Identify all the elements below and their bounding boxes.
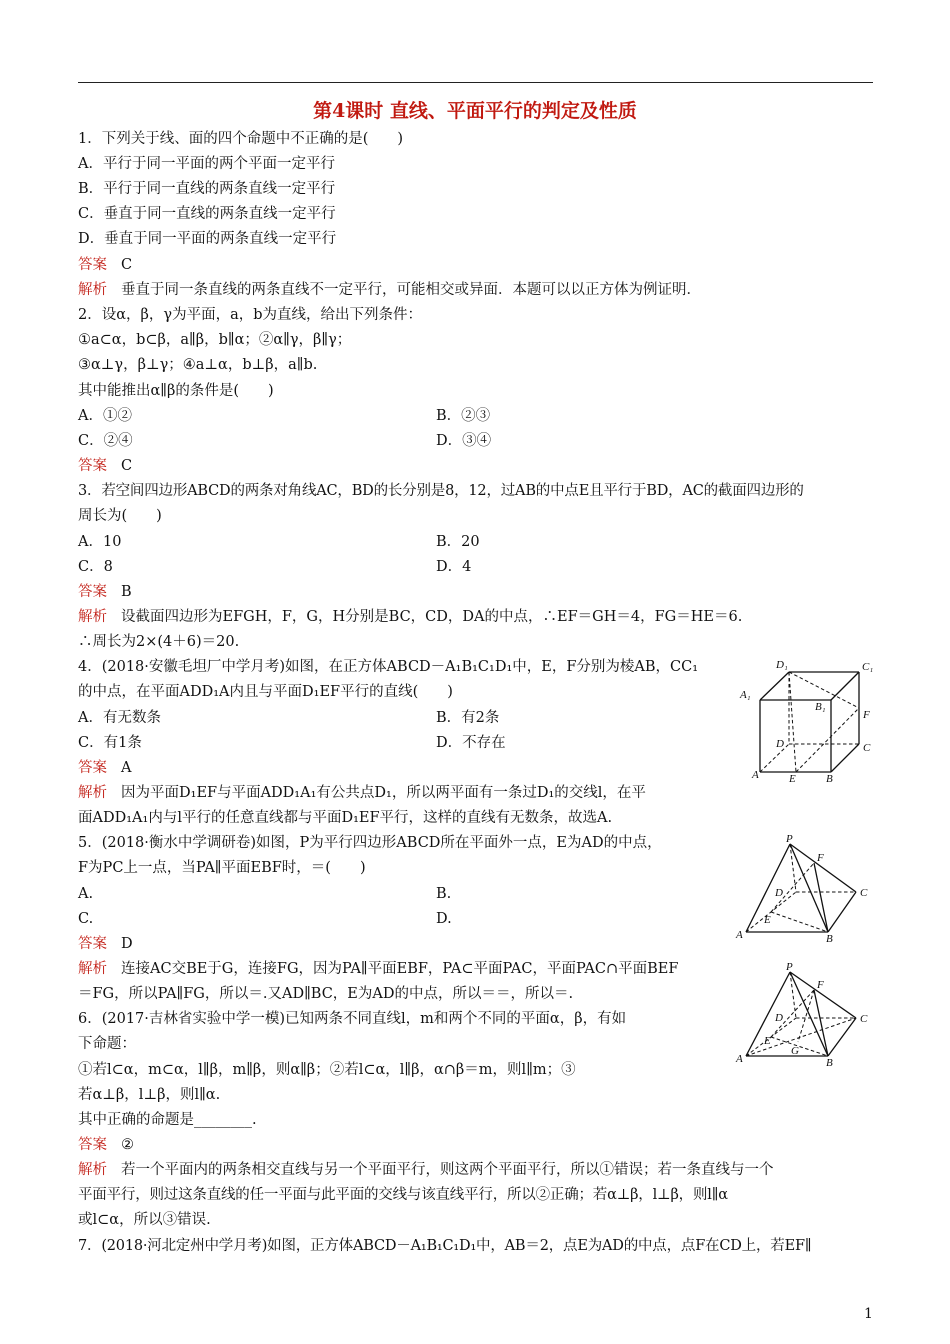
analysis-label: 解析 — [78, 1162, 107, 1178]
q2-conditions-2: ③α⊥γ，β⊥γ；④a⊥α，b⊥β，a∥b. — [78, 357, 318, 373]
q3-option-d: D．4 — [436, 559, 472, 575]
q4-stem-cont: 的中点，在平面ADD₁A内且与平面D₁EF平行的直线( ) — [78, 684, 453, 700]
q1-stem: 1．下列关于线、面的四个命题中不正确的是( ) — [78, 131, 404, 147]
pyr2-label-d: D — [775, 1012, 783, 1024]
pyr1-label-p: P — [786, 833, 793, 845]
q5-option-a: A. — [78, 886, 94, 902]
cube-label-d: D — [776, 738, 784, 750]
q3-option-b: B．20 — [436, 534, 480, 550]
q1-option-a: A．平行于同一平面的两个平面一定平行 — [78, 156, 335, 172]
pyr1-label-c: C — [860, 887, 868, 899]
analysis-label: 解析 — [78, 282, 107, 298]
cube-figure — [736, 652, 876, 784]
pyr2-label-p: P — [786, 961, 793, 973]
answer-label: 答案 — [78, 760, 107, 776]
pyr2-label-g: G — [791, 1045, 799, 1057]
q3-stem-cont: 周长为( ) — [78, 508, 162, 524]
q2-stem: 2．设α，β，γ为平面，a，b为直线，给出下列条件： — [78, 307, 422, 323]
answer-value: C — [121, 257, 133, 273]
q2-option-a: A．①② — [78, 408, 132, 424]
pyr1-label-d: D — [775, 887, 783, 899]
q6-propositions-cont: 若α⊥β，l⊥β，则l∥α. — [78, 1087, 221, 1103]
q6-analysis — [78, 1161, 774, 1180]
q6-analysis-end: 或l⊂α，所以③错误. — [78, 1212, 211, 1228]
q1-option-b: B．平行于同一直线的两条直线一定平行 — [78, 181, 336, 197]
q7-stem: 7．(2018·河北定州中学月考)如图，正方体ABCD－A₁B₁C₁D₁中，AB＝2，点E为AD的中点，点F在CD上，若EF∥ — [78, 1238, 812, 1254]
answer-value: D — [121, 936, 133, 952]
q5-analysis — [78, 960, 678, 979]
q4-option-a: A．有无数条 — [78, 710, 161, 726]
cube-label-b: B — [826, 773, 833, 784]
q5-stem: 5．(2018·衡水中学调研卷)如图，P为平行四边形ABCD所在平面外一点，E为AD的中点， — [78, 835, 662, 851]
q6-analysis-cont: 平面平行，则过这条直线的任一平面与此平面的交线与该直线平行，所以②正确；若α⊥β，l⊥β，则l∥α — [78, 1187, 728, 1203]
q2-question: 其中能推出α∥β的条件是( ) — [78, 383, 274, 399]
pyr1-label-a: A — [736, 929, 743, 941]
answer-value: A — [121, 760, 132, 776]
answer-label: 答案 — [78, 936, 107, 952]
pyr2-label-c: C — [860, 1013, 868, 1025]
q3-answer — [78, 583, 132, 602]
pyr1-label-b: B — [826, 933, 833, 942]
q2-conditions-1: ①a⊂α，b⊂β，a∥β，b∥α；②α∥γ，β∥γ； — [78, 332, 352, 348]
q5-option-c: C. — [78, 911, 94, 927]
q1-option-d: D．垂直于同一平面的两条直线一定平行 — [78, 231, 337, 247]
answer-value: ② — [121, 1137, 134, 1153]
q3-stem: 3．若空间四边形ABCD的两条对角线AC，BD的长分别是8，12，过AB的中点E且平行于BD，AC的截面四边形的 — [78, 483, 804, 499]
q1-option-c: C．垂直于同一直线的两条直线一定平行 — [78, 206, 336, 222]
q3-analysis — [78, 608, 742, 627]
cube-label-c1: C₁ — [862, 661, 874, 673]
answer-label: 答案 — [78, 584, 107, 600]
q4-option-d: D．不存在 — [436, 735, 506, 751]
pyr1-label-e: E — [764, 914, 771, 926]
q3-analysis-cont: ∴周长为2×(4＋6)＝20. — [78, 634, 240, 650]
header-rule — [78, 82, 873, 83]
cube-label-a: A — [752, 769, 759, 781]
q2-option-d: D．③④ — [436, 433, 492, 449]
q6-question: 其中正确的命题是________. — [78, 1112, 257, 1128]
analysis-text: 因为平面D₁EF与平面ADD₁A₁有公共点D₁，所以两平面有一条过D₁的交线l，在平 — [121, 785, 646, 801]
cube-label-f: F — [863, 709, 870, 721]
analysis-text: 连接AC交BE于G，连接FG，因为PA∥平面EBF，PA⊂平面PAC，平面PAC∩平面BEF — [121, 961, 679, 977]
q5-stem-cont: F为PC上一点，当PA∥平面EBF时，＝( ) — [78, 860, 366, 876]
analysis-text: 若一个平面内的两条相交直线与另一个平面平行，则这两个平面平行，所以①错误；若一条直线与一个 — [121, 1162, 774, 1178]
q4-option-c: C．有1条 — [78, 735, 142, 751]
analysis-text: 垂直于同一条直线的两条直线不一定平行，可能相交或异面．本题可以以正方体为例证明． — [121, 282, 701, 298]
analysis-text: 设截面四边形为EFGH，F，G，H分别是BC，CD，DA的中点，∴EF＝GH＝4，FG＝HE＝6. — [121, 609, 743, 625]
q2-option-b: B．②③ — [436, 408, 491, 424]
q4-option-b: B．有2条 — [436, 710, 500, 726]
answer-label: 答案 — [78, 257, 107, 273]
q4-answer — [78, 759, 131, 778]
q1-answer — [78, 256, 132, 275]
cube-label-b1: B₁ — [815, 701, 826, 713]
cube-label-e: E — [789, 773, 796, 784]
analysis-label: 解析 — [78, 961, 107, 977]
answer-value: B — [121, 584, 132, 600]
q6-stem: 6．(2017·吉林省实验中学一模)已知两条不同直线l，m和两个不同的平面α，β，有如 — [78, 1011, 627, 1027]
q3-option-c: C．8 — [78, 559, 113, 575]
page-title: 第4课时 直线、平面平行的判定及性质 — [313, 100, 637, 122]
pyr1-label-f: F — [817, 852, 824, 864]
q3-option-a: A．10 — [78, 534, 122, 550]
q5-option-d: D. — [436, 911, 452, 927]
q6-answer — [78, 1136, 134, 1155]
q4-stem: 4．(2018·安徽毛坦厂中学月考)如图，在正方体ABCD－A₁B₁C₁D₁中，E，F分别为棱AB，CC₁ — [78, 659, 699, 675]
q4-analysis — [78, 784, 646, 803]
q5-answer — [78, 935, 133, 954]
answer-label: 答案 — [78, 1137, 107, 1153]
cube-label-a1: A₁ — [740, 689, 751, 701]
answer-value: C — [121, 458, 133, 474]
q5-option-b: B. — [436, 886, 452, 902]
analysis-label: 解析 — [78, 785, 107, 801]
pyr2-label-a: A — [736, 1053, 743, 1065]
answer-label: 答案 — [78, 458, 107, 474]
cube-label-c: C — [863, 742, 871, 754]
cube-label-d1: D₁ — [776, 659, 788, 671]
page-number: 1 — [864, 1306, 873, 1322]
pyr2-label-b: B — [826, 1057, 833, 1069]
q2-answer — [78, 457, 132, 476]
q5-analysis-cont: ＝FG，所以PA∥FG，所以＝.又AD∥BC，E为AD的中点，所以＝＝，所以＝. — [78, 986, 574, 1002]
pyr2-label-e: E — [764, 1035, 771, 1047]
pyramid-figure-2 — [734, 958, 882, 1070]
pyr2-label-f: F — [817, 979, 824, 991]
q6-stem-cont: 下命题： — [78, 1036, 136, 1052]
q4-analysis-cont: 面ADD₁A₁内与l平行的任意直线都与平面D₁EF平行，这样的直线有无数条，故选A. — [78, 810, 613, 826]
q2-option-c: C．②④ — [78, 433, 133, 449]
analysis-label: 解析 — [78, 609, 107, 625]
pyramid-figure-1 — [734, 830, 882, 942]
q6-propositions: ①若l⊂α，m⊂α，l∥β，m∥β，则α∥β；②若l⊂α，l∥β，α∩β＝m，则l∥m；③ — [78, 1062, 576, 1078]
q1-analysis — [78, 281, 701, 300]
